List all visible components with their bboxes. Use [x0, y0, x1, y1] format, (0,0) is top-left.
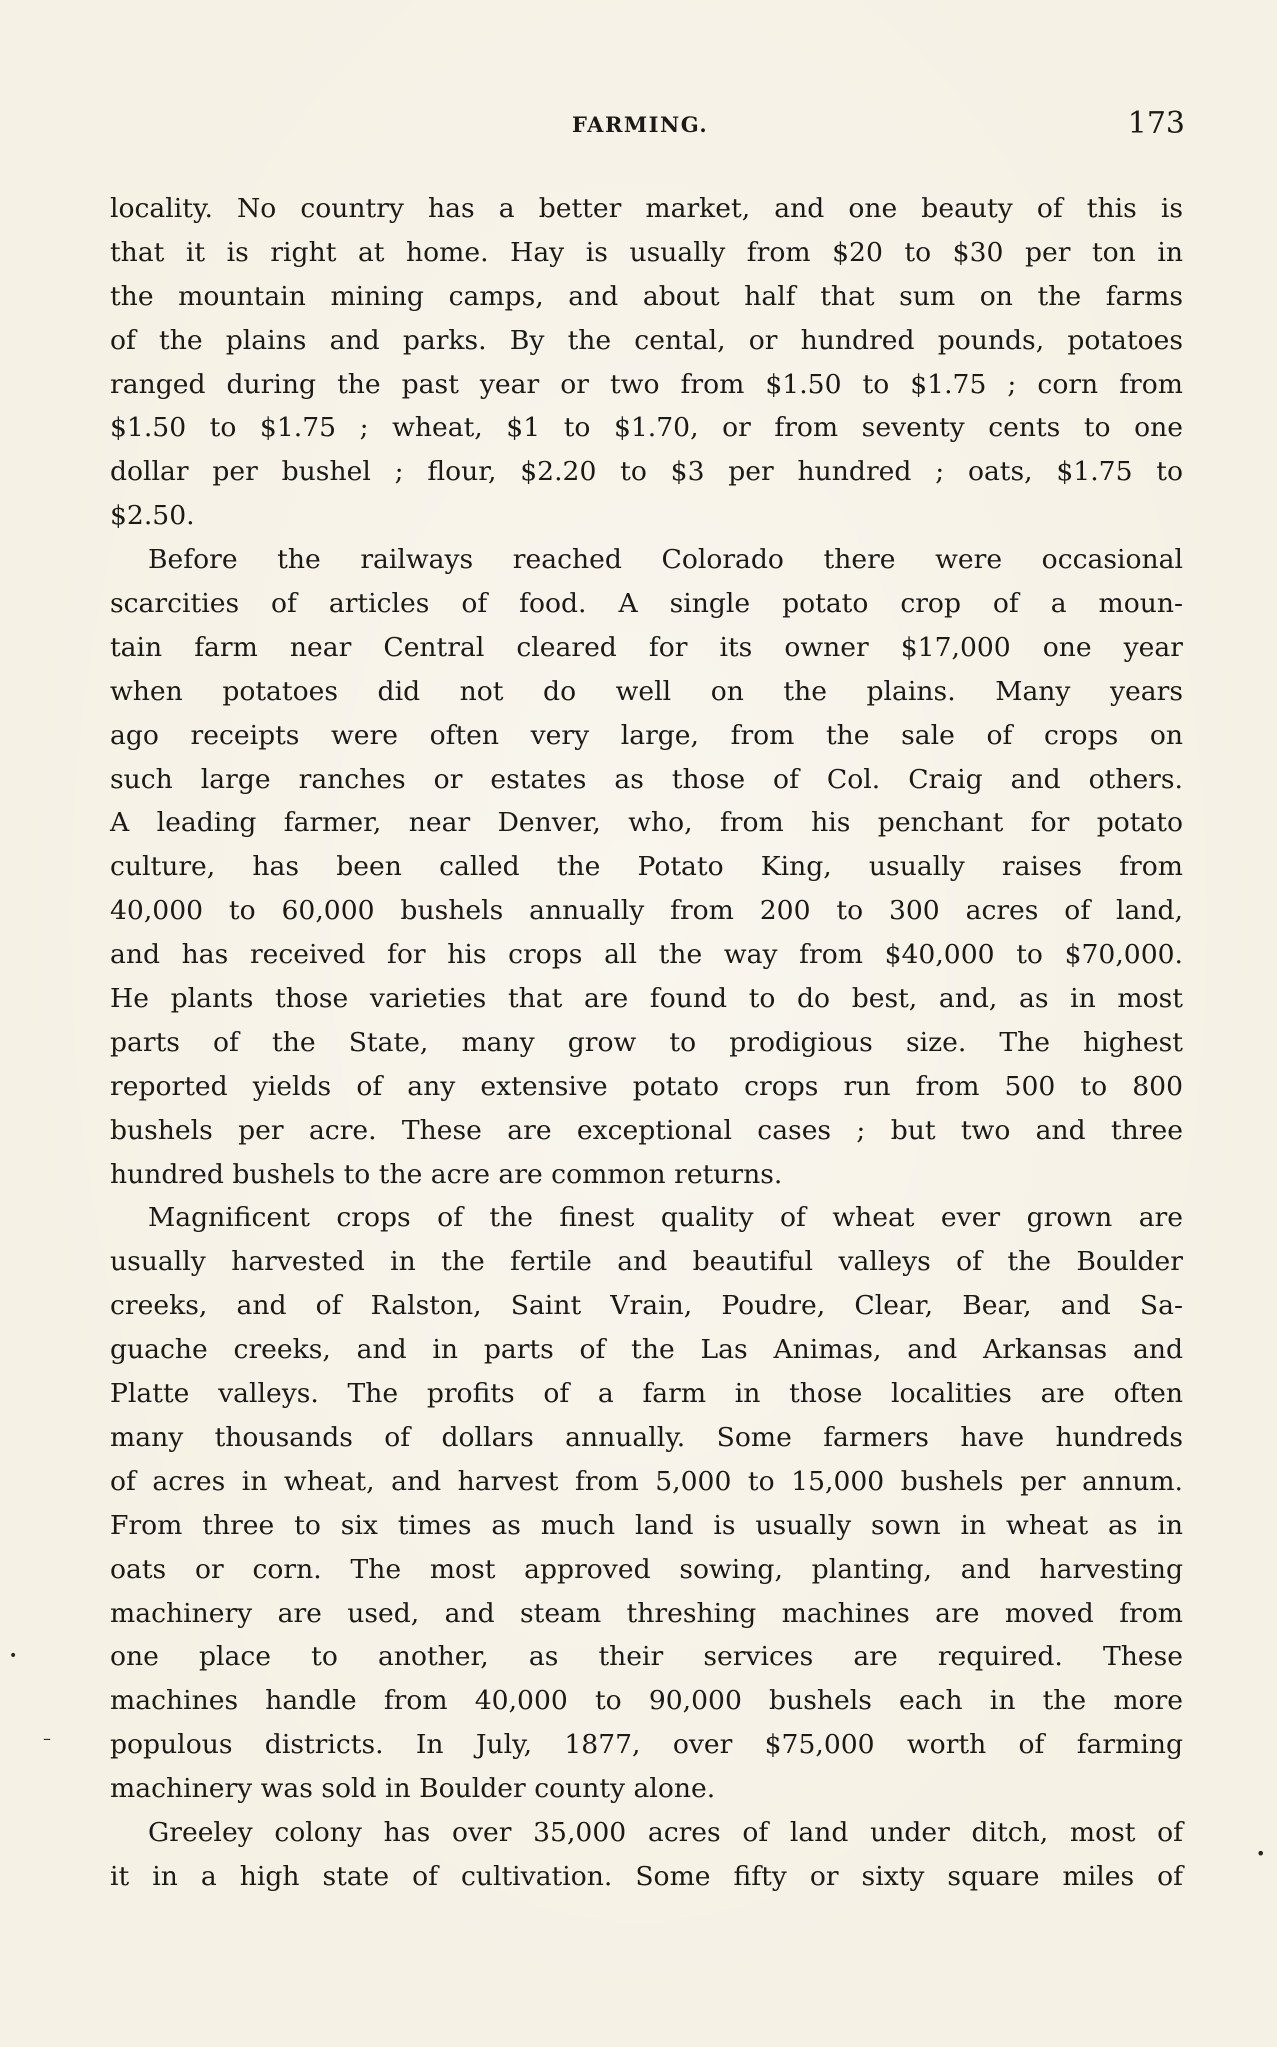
text-line: ago receipts were often very large, from the sale of crops on	[110, 719, 1183, 751]
text-line: many thousands of dollars annually. Some farmers have hundreds	[110, 1421, 1183, 1453]
text-line: tain farm near Central cleared for its owner $17,000 one year	[110, 631, 1183, 663]
margin-speck: •	[1256, 1844, 1266, 1863]
text-line: the mountain mining camps, and about half that sum on the farms	[110, 280, 1183, 312]
text-line: parts of the State, many grow to prodigious size. The highest	[110, 1026, 1183, 1058]
paragraph-start-line: Greeley colony has over 35,000 acres of land under ditch, most of	[148, 1816, 1183, 1848]
text-line: From three to six times as much land is usually sown in wheat as in	[110, 1509, 1183, 1541]
text-line: Platte valleys. The profits of a farm in those localities are often	[110, 1378, 1183, 1410]
text-line: ranged during the past year or two from $1.50 to $1.75 ; corn from	[110, 368, 1183, 400]
text-line: machines handle from 40,000 to 90,000 bushels each in the more	[110, 1685, 1183, 1717]
text-line: 40,000 to 60,000 bushels annually from 200 to 300 acres of land,	[110, 895, 1183, 927]
text-line: bushels per acre. These are exceptional cases ; but two and three	[110, 1114, 1183, 1146]
text-line: that it is right at home. Hay is usually from $20 to $30 per ton in	[110, 236, 1183, 268]
text-line: reported yields of any extensive potato crops run from 500 to 800	[110, 1070, 1183, 1102]
text-line: dollar per bushel ; flour, $2.20 to $3 per hundred ; oats, $1.75 to	[110, 456, 1183, 488]
text-line: locality. No country has a better market, and one beauty of this is	[110, 193, 1183, 224]
margin-dash: –	[43, 1729, 51, 1748]
text-line: $1.50 to $1.75 ; wheat, $1 to $1.70, or from seventy cents to one	[110, 412, 1183, 444]
text-line: machinery was sold in Boulder county alone.	[110, 1773, 716, 1805]
text-line: $2.50.	[110, 500, 195, 532]
text-line: of acres in wheat, and harvest from 5,000 to 15,000 bushels per annum.	[110, 1465, 1183, 1497]
text-line: one place to another, as their services are required. These	[110, 1641, 1183, 1673]
text-line: culture, has been called the Potato King, usually raises from	[110, 851, 1183, 883]
text-line: when potatoes did not do well on the plains. Many years	[110, 675, 1183, 707]
body-text	[110, 187, 1183, 1899]
text-line: populous districts. In July, 1877, over $75,000 worth of farming	[110, 1729, 1183, 1761]
page-header	[110, 108, 1185, 140]
paragraph-start-line: Before the railways reached Colorado there were occasional	[148, 544, 1183, 576]
text-line: creeks, and of Ralston, Saint Vrain, Poudre, Clear, Bear, and Sa-	[110, 1290, 1183, 1322]
text-line: guache creeks, and in parts of the Las Animas, and Arkansas and	[110, 1334, 1183, 1366]
text-line: it in a high state of cultivation. Some fifty or sixty square miles of	[110, 1860, 1183, 1892]
running-head: FARMING.	[572, 112, 709, 137]
text-line: machinery are used, and steam threshing machines are moved from	[110, 1597, 1183, 1629]
text-line: of the plains and parks. By the cental, or hundred pounds, potatoes	[110, 324, 1183, 356]
text-line: such large ranches or estates as those of Col. Craig and others.	[110, 763, 1183, 795]
text-line: scarcities of articles of food. A single potato crop of a moun-	[110, 588, 1183, 620]
text-line: and has received for his crops all the way from $40,000 to $70,000.	[110, 939, 1183, 971]
text-line: hundred bushels to the acre are common returns.	[110, 1158, 783, 1190]
paragraph-start-line: Magnificent crops of the finest quality of wheat ever grown are	[148, 1202, 1183, 1234]
text-line: He plants those varieties that are found to do best, and, as in most	[110, 983, 1183, 1015]
text-line: A leading farmer, near Denver, who, from his penchant for potato	[110, 807, 1183, 839]
text-line: oats or corn. The most approved sowing, planting, and harvesting	[110, 1553, 1183, 1585]
page-number: 173	[1127, 106, 1185, 141]
margin-speck: •	[9, 1648, 18, 1664]
text-line: usually harvested in the fertile and beautiful valleys of the Boulder	[110, 1246, 1183, 1278]
